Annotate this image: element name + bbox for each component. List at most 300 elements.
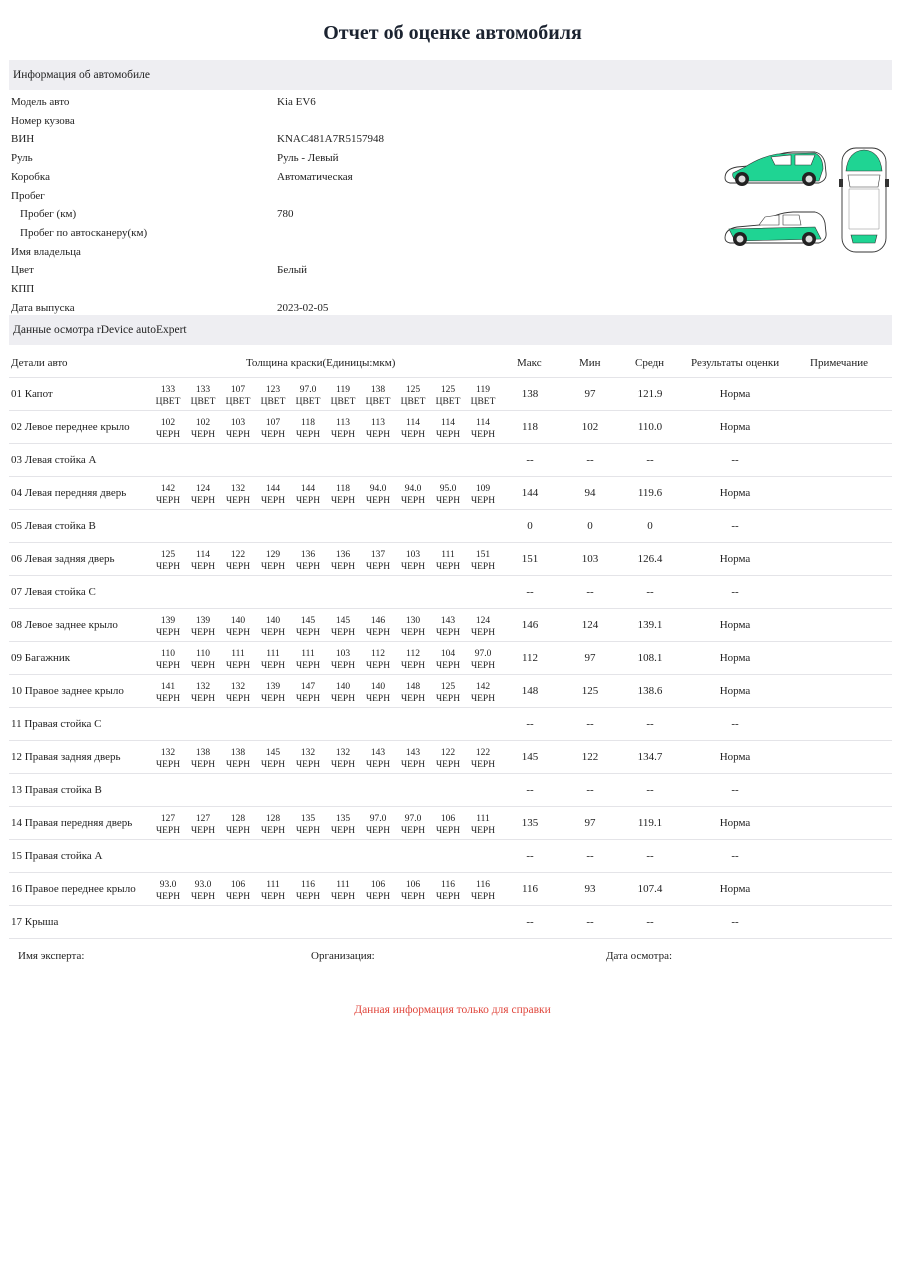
stat-result: Норма bbox=[719, 619, 751, 631]
thickness-reading bbox=[431, 417, 465, 441]
info-label: Коробка bbox=[11, 170, 50, 183]
part-name: 14 Правая передняя дверь bbox=[11, 817, 133, 829]
report-title: Отчет об оценке автомобиля bbox=[323, 22, 582, 44]
thickness-reading bbox=[186, 813, 220, 837]
reading-unit: ЧЕРН bbox=[260, 760, 286, 770]
reading-value: 118 bbox=[301, 418, 315, 428]
reading-value: 93.0 bbox=[194, 880, 212, 890]
info-row bbox=[11, 168, 511, 186]
reading-unit: ЧЕРН bbox=[330, 430, 356, 440]
thickness-reading bbox=[291, 549, 325, 573]
reading-value: 104 bbox=[440, 649, 456, 659]
thickness-reading bbox=[431, 483, 465, 507]
thickness-reading bbox=[186, 615, 220, 639]
reading-unit: ЧЕРН bbox=[470, 694, 496, 704]
reading-unit: ЧЕРН bbox=[330, 694, 356, 704]
thickness-reading bbox=[326, 681, 360, 705]
stat-max: 135 bbox=[521, 817, 539, 829]
thickness-reading bbox=[151, 549, 185, 573]
col-result: Результаты оценки bbox=[691, 357, 780, 369]
reading-value: 140 bbox=[335, 682, 351, 692]
thickness-reading bbox=[256, 648, 290, 672]
stat-max: -- bbox=[526, 454, 534, 466]
stat-min: 124 bbox=[581, 619, 599, 631]
thickness-reading bbox=[256, 384, 290, 408]
stat-max: -- bbox=[526, 718, 534, 730]
reading-unit: ЧЕРН bbox=[155, 661, 181, 671]
reading-unit: ЧЕРН bbox=[365, 760, 391, 770]
thickness-reading bbox=[151, 483, 185, 507]
reading-unit: ЧЕРН bbox=[225, 760, 251, 770]
stat-avg: 138.6 bbox=[637, 685, 663, 697]
reading-value: 140 bbox=[370, 682, 386, 692]
stat-min: 97 bbox=[584, 388, 596, 400]
reading-value: 114 bbox=[196, 550, 210, 560]
table-row bbox=[9, 873, 892, 906]
col-min: Мин bbox=[579, 357, 601, 369]
reading-value: 118 bbox=[336, 484, 350, 494]
thickness-reading bbox=[151, 384, 185, 408]
stat-avg: -- bbox=[646, 916, 654, 928]
thickness-reading bbox=[361, 417, 395, 441]
reading-unit: ЧЕРН bbox=[365, 694, 391, 704]
reading-unit: ЧЕРН bbox=[155, 694, 181, 704]
part-name: 06 Левая задняя дверь bbox=[11, 553, 115, 565]
reading-unit: ЧЕРН bbox=[400, 661, 426, 671]
reading-value: 111 bbox=[336, 880, 350, 890]
reading-unit: ЧЕРН bbox=[260, 826, 286, 836]
reading-unit: ЧЕРН bbox=[190, 694, 216, 704]
reading-value: 103 bbox=[335, 649, 351, 659]
stat-avg: -- bbox=[646, 586, 654, 598]
stat-max: 146 bbox=[521, 619, 539, 631]
reading-unit: ЧЕРН bbox=[190, 562, 216, 572]
reading-value: 106 bbox=[405, 880, 421, 890]
thickness-reading bbox=[431, 615, 465, 639]
reading-unit: ЧЕРН bbox=[365, 892, 391, 902]
reading-value: 145 bbox=[335, 616, 351, 626]
car-left-side-icon bbox=[725, 152, 826, 186]
table-row bbox=[9, 609, 892, 642]
thickness-reading bbox=[256, 747, 290, 771]
reading-unit: ЧЕРН bbox=[400, 892, 426, 902]
thickness-reading bbox=[256, 483, 290, 507]
reading-value: 109 bbox=[475, 484, 491, 494]
reading-unit: ЧЕРН bbox=[330, 826, 356, 836]
reading-value: 144 bbox=[265, 484, 281, 494]
stat-avg: 110.0 bbox=[637, 421, 663, 433]
reading-value: 132 bbox=[195, 682, 211, 692]
reading-value: 110 bbox=[196, 649, 210, 659]
info-label: Пробег по автосканеру(км) bbox=[20, 226, 148, 239]
reading-unit: ЧЕРН bbox=[295, 562, 321, 572]
info-label: Дата выпуска bbox=[11, 301, 75, 314]
reading-unit: ЧЕРН bbox=[260, 496, 286, 506]
stat-result: -- bbox=[731, 454, 739, 466]
reading-value: 128 bbox=[265, 814, 281, 824]
car-right-side-icon bbox=[725, 212, 826, 246]
info-value: Белый bbox=[277, 264, 307, 277]
reading-unit: ЧЕРН bbox=[365, 826, 391, 836]
col-part: Детали авто bbox=[11, 357, 68, 369]
reading-value: 111 bbox=[441, 550, 455, 560]
reading-value: 127 bbox=[160, 814, 176, 824]
stat-avg: -- bbox=[646, 784, 654, 796]
stat-result: -- bbox=[731, 520, 739, 532]
thickness-reading bbox=[221, 681, 255, 705]
thickness-reading bbox=[256, 681, 290, 705]
thickness-reading bbox=[151, 747, 185, 771]
reading-unit: ЧЕРН bbox=[225, 661, 251, 671]
reading-value: 103 bbox=[405, 550, 421, 560]
reading-value: 144 bbox=[300, 484, 316, 494]
thickness-reading bbox=[291, 615, 325, 639]
thickness-reading bbox=[186, 549, 220, 573]
reading-value: 111 bbox=[266, 880, 280, 890]
part-name: 15 Правая стойка A bbox=[11, 850, 103, 862]
thickness-reading bbox=[221, 417, 255, 441]
thickness-reading bbox=[326, 747, 360, 771]
table-row bbox=[9, 708, 892, 741]
info-row bbox=[11, 205, 511, 223]
reading-value: 124 bbox=[475, 616, 491, 626]
reading-value: 107 bbox=[230, 385, 246, 395]
part-name: 01 Капот bbox=[11, 388, 53, 400]
thickness-reading bbox=[466, 813, 500, 837]
reading-value: 143 bbox=[405, 748, 421, 758]
thickness-reading bbox=[361, 879, 395, 903]
thickness-reading bbox=[361, 384, 395, 408]
reading-value: 122 bbox=[230, 550, 246, 560]
reading-unit: ЧЕРН bbox=[295, 826, 321, 836]
reading-value: 97.0 bbox=[369, 814, 387, 824]
col-note: Примечание bbox=[810, 357, 868, 369]
reading-value: 112 bbox=[406, 649, 420, 659]
thickness-reading bbox=[326, 615, 360, 639]
reading-unit: ЧЕРН bbox=[400, 760, 426, 770]
reading-value: 145 bbox=[265, 748, 281, 758]
reading-value: 125 bbox=[160, 550, 176, 560]
reading-unit: ЧЕРН bbox=[365, 496, 391, 506]
reading-value: 107 bbox=[265, 418, 281, 428]
reading-value: 139 bbox=[160, 616, 176, 626]
stat-max: -- bbox=[526, 784, 534, 796]
reading-unit: ЧЕРН bbox=[225, 562, 251, 572]
info-row bbox=[11, 93, 511, 111]
inspection-header: Данные осмотра rDevice autoExpert bbox=[9, 315, 892, 345]
reading-unit: ЧЕРН bbox=[330, 562, 356, 572]
table-row bbox=[9, 840, 892, 873]
reading-unit: ЧЕРН bbox=[260, 694, 286, 704]
reading-unit: ЧЕРН bbox=[470, 496, 496, 506]
reading-value: 116 bbox=[441, 880, 455, 890]
thickness-reading bbox=[396, 384, 430, 408]
part-name: 16 Правое переднее крыло bbox=[11, 883, 136, 895]
table-row bbox=[9, 906, 892, 939]
reading-unit: ЧЕРН bbox=[225, 430, 251, 440]
thickness-reading bbox=[361, 549, 395, 573]
reading-unit: ЧЕРН bbox=[295, 430, 321, 440]
thickness-reading bbox=[326, 483, 360, 507]
thickness-reading bbox=[466, 747, 500, 771]
table-row bbox=[9, 675, 892, 708]
thickness-reading bbox=[291, 681, 325, 705]
info-label: Руль bbox=[11, 152, 33, 165]
inspection-date-label: Дата осмотра: bbox=[606, 950, 673, 962]
reading-value: 97.0 bbox=[474, 649, 492, 659]
stat-result: Норма bbox=[719, 685, 751, 697]
reading-unit: ЧЕРН bbox=[470, 661, 496, 671]
reading-value: 136 bbox=[300, 550, 316, 560]
thickness-reading bbox=[256, 417, 290, 441]
thickness-reading bbox=[186, 879, 220, 903]
reading-unit: ЧЕРН bbox=[225, 826, 251, 836]
info-value: 780 bbox=[277, 208, 294, 221]
thickness-reading bbox=[396, 747, 430, 771]
disclaimer: Данная информация только для справки bbox=[354, 1004, 551, 1016]
stat-result: -- bbox=[731, 586, 739, 598]
reading-unit: ЧЕРН bbox=[225, 694, 251, 704]
thickness-reading bbox=[466, 417, 500, 441]
reading-unit: ЧЕРН bbox=[330, 760, 356, 770]
car-top-view-icon bbox=[839, 148, 889, 252]
thickness-reading bbox=[186, 483, 220, 507]
reading-value: 148 bbox=[405, 682, 421, 692]
reading-value: 132 bbox=[335, 748, 351, 758]
thickness-reading bbox=[221, 483, 255, 507]
thickness-reading bbox=[396, 549, 430, 573]
thickness-reading bbox=[151, 417, 185, 441]
thickness-reading bbox=[186, 417, 220, 441]
info-row bbox=[11, 130, 511, 148]
stat-max: 118 bbox=[521, 421, 539, 433]
reading-value: 111 bbox=[301, 649, 315, 659]
info-label: Цвет bbox=[11, 264, 34, 277]
stat-max: 112 bbox=[521, 652, 539, 664]
reading-unit: ЧЕРН bbox=[295, 661, 321, 671]
reading-unit: ЦВЕТ bbox=[435, 397, 461, 407]
thickness-reading bbox=[256, 549, 290, 573]
reading-unit: ЧЕРН bbox=[190, 496, 216, 506]
reading-unit: ЧЕРН bbox=[365, 661, 391, 671]
thickness-reading bbox=[221, 879, 255, 903]
stat-result: Норма bbox=[719, 817, 751, 829]
stat-avg: -- bbox=[646, 454, 654, 466]
stat-min: 122 bbox=[581, 751, 599, 763]
reading-unit: ЧЕРН bbox=[330, 496, 356, 506]
reading-unit: ЧЕРН bbox=[260, 661, 286, 671]
reading-value: 125 bbox=[440, 682, 456, 692]
reading-value: 113 bbox=[336, 418, 350, 428]
table-row bbox=[9, 774, 892, 807]
reading-value: 138 bbox=[230, 748, 246, 758]
thickness-reading bbox=[396, 681, 430, 705]
stat-avg: 121.9 bbox=[637, 388, 663, 400]
stat-result: Норма bbox=[719, 421, 751, 433]
reading-unit: ЧЕРН bbox=[435, 892, 461, 902]
thickness-reading bbox=[221, 813, 255, 837]
thickness-reading bbox=[361, 615, 395, 639]
reading-unit: ЧЕРН bbox=[295, 496, 321, 506]
col-avg: Средн bbox=[635, 357, 665, 369]
part-name: 11 Правая стойка C bbox=[11, 718, 102, 730]
stat-min: -- bbox=[586, 916, 594, 928]
reading-value: 116 bbox=[476, 880, 490, 890]
thickness-reading bbox=[151, 879, 185, 903]
thickness-reading bbox=[431, 813, 465, 837]
reading-value: 145 bbox=[300, 616, 316, 626]
reading-unit: ЧЕРН bbox=[190, 826, 216, 836]
reading-unit: ЧЕРН bbox=[190, 430, 216, 440]
reading-unit: ЧЕРН bbox=[400, 628, 426, 638]
info-row bbox=[11, 224, 511, 242]
reading-value: 125 bbox=[405, 385, 421, 395]
expert-name-label: Имя эксперта: bbox=[18, 950, 85, 962]
reading-unit: ЧЕРН bbox=[435, 661, 461, 671]
stat-avg: 139.1 bbox=[637, 619, 663, 631]
reading-value: 122 bbox=[475, 748, 491, 758]
thickness-reading bbox=[396, 879, 430, 903]
thickness-reading bbox=[396, 483, 430, 507]
info-label: Номер кузова bbox=[11, 114, 75, 127]
reading-value: 116 bbox=[301, 880, 315, 890]
reading-unit: ЧЕРН bbox=[155, 826, 181, 836]
part-name: 09 Багажник bbox=[11, 652, 71, 664]
stat-max: 144 bbox=[521, 487, 539, 499]
thickness-reading bbox=[326, 813, 360, 837]
stat-min: 94 bbox=[584, 487, 596, 499]
reading-value: 125 bbox=[440, 385, 456, 395]
reading-unit: ЧЕРН bbox=[435, 694, 461, 704]
reading-value: 138 bbox=[195, 748, 211, 758]
stat-min: 0 bbox=[587, 520, 593, 532]
stat-result: Норма bbox=[719, 388, 751, 400]
thickness-reading bbox=[396, 615, 430, 639]
reading-value: 94.0 bbox=[404, 484, 422, 494]
thickness-reading bbox=[221, 648, 255, 672]
stat-avg: 134.7 bbox=[637, 751, 663, 763]
stat-avg: 126.4 bbox=[637, 553, 663, 565]
reading-unit: ЧЕРН bbox=[190, 760, 216, 770]
stat-min: 125 bbox=[581, 685, 599, 697]
thickness-reading bbox=[291, 747, 325, 771]
stat-max: 116 bbox=[521, 883, 539, 895]
thickness-reading bbox=[221, 549, 255, 573]
thickness-reading bbox=[361, 648, 395, 672]
thickness-reading bbox=[361, 813, 395, 837]
reading-unit: ЧЕРН bbox=[295, 694, 321, 704]
info-value: Автоматическая bbox=[277, 170, 353, 183]
table-row bbox=[9, 741, 892, 774]
reading-value: 102 bbox=[160, 418, 176, 428]
reading-unit: ЧЕРН bbox=[330, 628, 356, 638]
info-row bbox=[11, 187, 511, 205]
reading-value: 136 bbox=[335, 550, 351, 560]
reading-unit: ЧЕРН bbox=[470, 430, 496, 440]
reading-value: 129 bbox=[265, 550, 281, 560]
reading-unit: ЧЕРН bbox=[155, 628, 181, 638]
reading-value: 146 bbox=[370, 616, 386, 626]
reading-unit: ЧЕРН bbox=[190, 661, 216, 671]
reading-unit: ЧЕРН bbox=[470, 826, 496, 836]
reading-value: 106 bbox=[370, 880, 386, 890]
stat-max: -- bbox=[526, 916, 534, 928]
reading-value: 133 bbox=[160, 385, 176, 395]
stat-result: Норма bbox=[719, 553, 751, 565]
reading-unit: ЧЕРН bbox=[400, 496, 426, 506]
reading-unit: ЧЕРН bbox=[190, 892, 216, 902]
thickness-reading bbox=[151, 681, 185, 705]
reading-unit: ЦВЕТ bbox=[155, 397, 181, 407]
stat-result: -- bbox=[731, 850, 739, 862]
stat-min: 102 bbox=[581, 421, 599, 433]
thickness-reading bbox=[186, 681, 220, 705]
reading-unit: ЦВЕТ bbox=[190, 397, 216, 407]
reading-unit: ЧЕРН bbox=[435, 760, 461, 770]
thickness-reading bbox=[326, 648, 360, 672]
thickness-reading bbox=[466, 615, 500, 639]
reading-value: 139 bbox=[265, 682, 281, 692]
thickness-reading bbox=[256, 813, 290, 837]
stat-result: Норма bbox=[719, 751, 751, 763]
reading-unit: ЦВЕТ bbox=[260, 397, 286, 407]
reading-value: 123 bbox=[265, 385, 281, 395]
reading-value: 143 bbox=[370, 748, 386, 758]
stat-max: -- bbox=[526, 850, 534, 862]
reading-value: 114 bbox=[476, 418, 490, 428]
thickness-reading bbox=[361, 483, 395, 507]
reading-value: 97.0 bbox=[299, 385, 317, 395]
info-label: Пробег (км) bbox=[20, 208, 77, 221]
reading-value: 135 bbox=[300, 814, 316, 824]
reading-value: 127 bbox=[195, 814, 211, 824]
stat-result: -- bbox=[731, 718, 739, 730]
table-row bbox=[9, 378, 892, 411]
thickness-reading bbox=[466, 549, 500, 573]
stat-min: -- bbox=[586, 586, 594, 598]
reading-unit: ЧЕРН bbox=[260, 562, 286, 572]
reading-value: 119 bbox=[336, 385, 350, 395]
thickness-reading bbox=[326, 417, 360, 441]
info-row bbox=[11, 149, 511, 167]
thickness-reading bbox=[291, 879, 325, 903]
reading-value: 113 bbox=[371, 418, 385, 428]
reading-value: 94.0 bbox=[369, 484, 387, 494]
info-row bbox=[11, 261, 511, 279]
table-row bbox=[9, 807, 892, 840]
info-label: ВИН bbox=[11, 133, 35, 146]
reading-value: 111 bbox=[231, 649, 245, 659]
stat-min: 93 bbox=[584, 883, 596, 895]
info-value: Kia EV6 bbox=[277, 96, 316, 108]
col-max: Макс bbox=[517, 357, 542, 369]
reading-unit: ЧЕРН bbox=[470, 892, 496, 902]
thickness-reading bbox=[431, 384, 465, 408]
thickness-reading bbox=[466, 681, 500, 705]
info-label: Пробег bbox=[11, 189, 45, 202]
thickness-reading bbox=[221, 747, 255, 771]
reading-unit: ЧЕРН bbox=[295, 628, 321, 638]
reading-value: 103 bbox=[230, 418, 246, 428]
thickness-reading bbox=[151, 615, 185, 639]
reading-value: 111 bbox=[476, 814, 490, 824]
reading-value: 93.0 bbox=[159, 880, 177, 890]
reading-unit: ЧЕРН bbox=[295, 760, 321, 770]
table-row bbox=[9, 510, 892, 543]
reading-unit: ЧЕРН bbox=[470, 628, 496, 638]
thickness-reading bbox=[431, 747, 465, 771]
reading-value: 141 bbox=[160, 682, 176, 692]
